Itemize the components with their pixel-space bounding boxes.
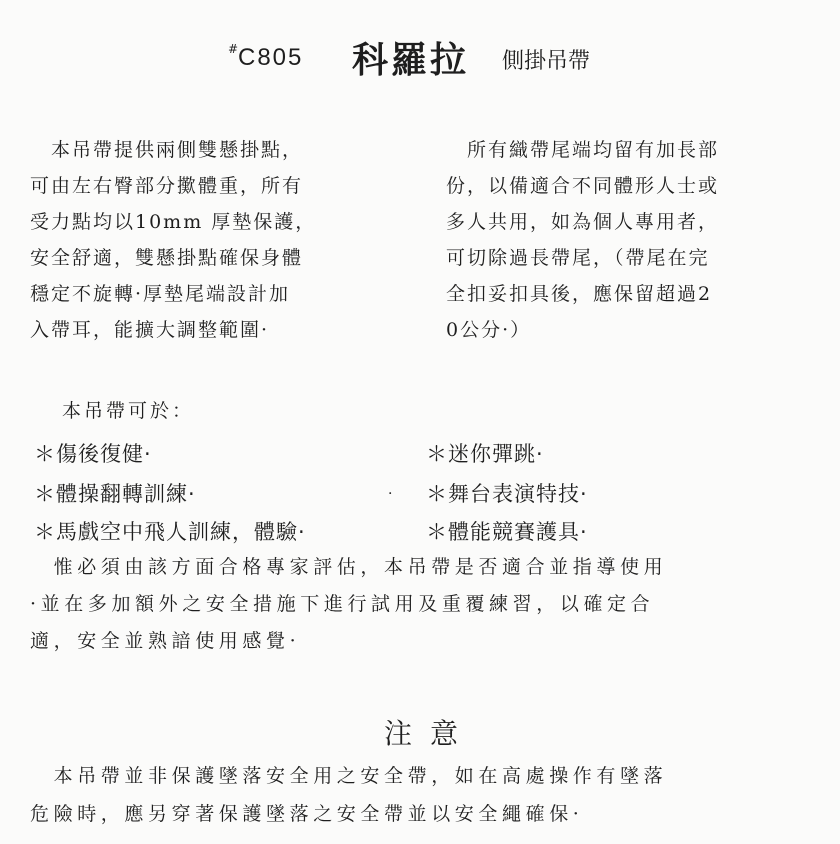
intro-right-column [446,132,719,348]
stray-dot: · [388,486,393,502]
product-subtitle: 側掛吊帶 [502,49,591,74]
use-item: ＊馬戲空中飛人訓練，體驗· [34,520,306,544]
notice-paragraph [30,757,667,833]
intro-right-line: 全扣妥扣具後，應保留超過2 [446,283,713,305]
intro-left-line: 受力點均以10mm 厚墊保護， [30,211,317,233]
model-code: C805 [238,44,304,71]
caveat-line: 惟必須由該方面合格專家評估，本吊帶是否適合並指導使用 [30,556,668,578]
intro-left-line: 本吊帶提供兩側雙懸掛點， [30,139,304,161]
caveat-line: ·並在多加額外之安全措施下進行試用及重覆練習，以確定合 [30,593,655,615]
notice-heading: 注意 [384,717,477,750]
intro-right-line: 可切除過長帶尾，（帶尾在完 [446,247,710,269]
intro-right-line: 0公分·） [446,319,532,341]
model-number-sign: # [228,42,239,56]
intro-right-line: 份，以備適合不同體形人士或 [446,175,720,197]
use-item: ＊迷你彈跳· [426,442,544,466]
intro-left-line: 入帶耳，能擴大調整範圍· [30,319,270,341]
use-item: ＊舞台表演特技· [426,482,588,506]
product-name: 科羅拉 [352,40,470,81]
caveat-paragraph [30,549,667,660]
intro-right-line: 多人共用，如為個人專用者， [446,211,720,233]
use-item: ＊體操翻轉訓練· [34,482,196,506]
use-item: ＊體能競賽護具· [426,520,588,544]
notice-line: 本吊帶並非保護墜落安全用之安全帶，如在高處操作有墜落 [30,765,668,787]
notice-line: 危險時，應另穿著保護墜落之安全帶並以安全繩確保· [30,803,584,825]
intro-left-column [30,132,316,348]
caveat-line: 適，安全並熟諳使用感覺· [30,630,301,652]
intro-right-line: 所有織帶尾端均留有加長部 [446,139,720,161]
intro-left-line: 安全舒適，雙懸掛點確保身體 [30,247,304,269]
intro-left-line: 可由左右臀部分擹體重，所有 [30,175,304,197]
use-item: ＊傷後復健· [34,442,152,466]
intro-left-line: 穩定不旋轉·厚墊尾端設計加 [30,283,291,305]
uses-heading: 本吊帶可於： [62,400,195,422]
